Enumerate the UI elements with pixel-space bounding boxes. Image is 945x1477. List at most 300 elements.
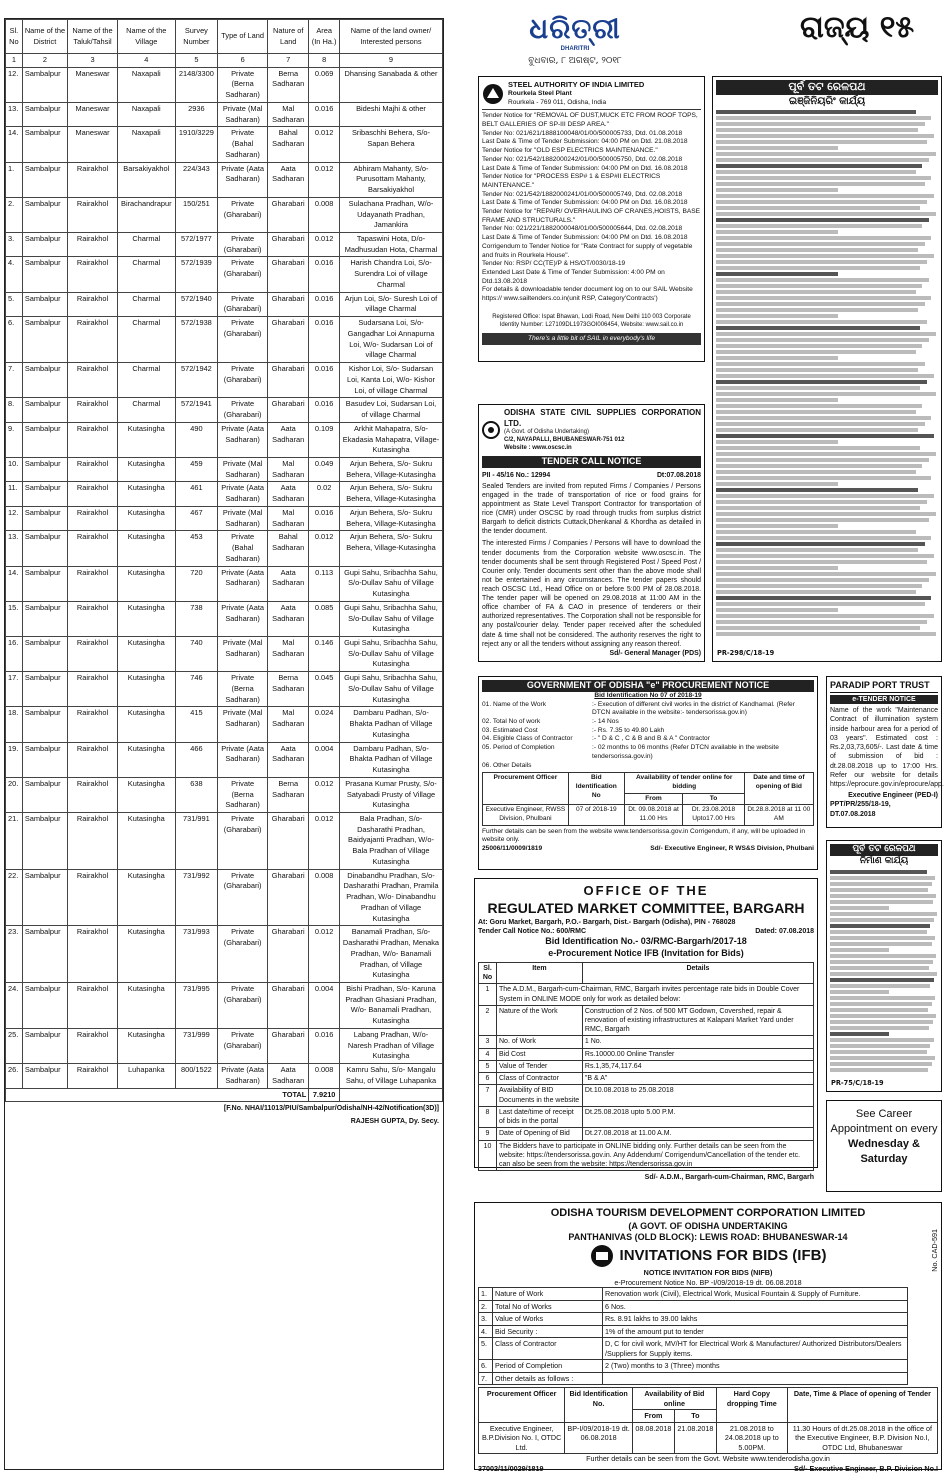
- text-line-placeholder: [830, 1062, 932, 1066]
- otdc-th: Bid Identification No.: [565, 1388, 633, 1423]
- table-cell: Private (Gharabari): [218, 926, 268, 983]
- table-cell: Sambalpur: [22, 707, 67, 742]
- text-line-placeholder: [716, 356, 838, 360]
- table-cell: Kutasingha: [117, 636, 175, 671]
- table-cell: 0.085: [309, 601, 340, 636]
- table-cell: Kutasingha: [117, 983, 175, 1029]
- table-cell: Bideshi Majhi & other: [339, 102, 442, 126]
- rmc-cell: 1 No.: [582, 1036, 813, 1048]
- text-line-placeholder: [830, 1050, 927, 1054]
- text-line-placeholder: [716, 380, 927, 384]
- text-line-placeholder: [716, 500, 927, 504]
- table-cell: Charmal: [117, 292, 175, 316]
- column-number: 4: [117, 54, 175, 68]
- table-cell: Maneswar: [68, 127, 118, 162]
- table-cell: Kutasingha: [117, 457, 175, 481]
- text-line-placeholder: [716, 440, 838, 444]
- table-cell: Berna Sadharan: [268, 672, 309, 707]
- text-line-placeholder: [716, 194, 934, 198]
- table-cell: Private (Mal Sadharan): [218, 102, 268, 126]
- text-line-placeholder: [716, 452, 936, 456]
- table-cell: 459: [175, 457, 218, 481]
- text-line-placeholder: [716, 122, 925, 126]
- table-row: [6, 457, 443, 481]
- text-line-placeholder: [716, 386, 920, 390]
- rmc-cell: Value of Tender: [497, 1060, 583, 1072]
- text-line-placeholder: [716, 404, 922, 408]
- rmc-cell: 6: [479, 1073, 497, 1085]
- table-cell: Sambalpur: [22, 67, 67, 102]
- ecor2-ref: PR-75/C/18-19: [831, 1079, 884, 1088]
- rmc-th: Sl. No: [479, 962, 497, 983]
- table-cell: Sambalpur: [22, 566, 67, 601]
- rmc-ifb: e-Procurement Notice IFB (Invitation for Bids): [548, 947, 744, 958]
- text-line-placeholder: [830, 1032, 889, 1036]
- ecor1-body: [716, 110, 938, 636]
- table-cell: Kutasingha: [117, 707, 175, 742]
- signatory: RAJESH GUPTA, Dy. Secy.: [350, 1118, 439, 1126]
- table-cell: Kutasingha: [117, 422, 175, 457]
- table-cell: Aata Sadharan: [268, 566, 309, 601]
- rmc-cell: Rs.1,35,74,117.64: [582, 1060, 813, 1072]
- rmc-row: [479, 1140, 814, 1171]
- text-line-placeholder: [716, 494, 934, 498]
- table-cell: Prasana Kumar Prusty, S/o- Satyabadi Prusty of Village Kutasingha: [339, 777, 442, 812]
- gov-item-value: :- Rs. 7.35 to 49.80 Lakh: [592, 726, 665, 734]
- rmc-th: Item: [497, 962, 583, 983]
- table-cell: Berna Sadharan: [268, 777, 309, 812]
- text-line-placeholder: [830, 1056, 935, 1060]
- table-cell: 0.008: [309, 197, 340, 232]
- table-cell: Gharabari: [268, 292, 309, 316]
- table-cell: Arjun Behera, S/o- Sukru Behera, Village-Kutasingha: [339, 457, 442, 481]
- rmc-cell: 10: [479, 1140, 497, 1171]
- table-cell: Private (Mal Sadharan): [218, 506, 268, 530]
- column-number: 8: [309, 54, 340, 68]
- table-row: [6, 67, 443, 102]
- table-cell: 0.012: [309, 926, 340, 983]
- column-header: Name of the Taluk/Tahsil: [68, 20, 118, 54]
- text-line-placeholder: [716, 152, 936, 156]
- table-cell: Private (Aata Sadharan): [218, 601, 268, 636]
- table-cell: Private (Gharabari): [218, 292, 268, 316]
- table-cell: Kutasingha: [117, 742, 175, 777]
- sail-name: STEEL AUTHORITY OF INDIA LIMITED: [508, 80, 645, 89]
- sail-tender-line: Last Date & Time of Tender Submission: 04:00 PM on Dtd. 16.08.2018: [482, 234, 688, 242]
- table-cell: Sambalpur: [22, 672, 67, 707]
- table-cell: Dambaru Padhan, S/o- Bhakta Padhan of Village Kutasingha: [339, 707, 442, 742]
- table-cell: Private (Mal Sadharan): [218, 636, 268, 671]
- text-line-placeholder: [830, 948, 889, 952]
- table-cell: Rairakhol: [68, 672, 118, 707]
- text-line-placeholder: [716, 308, 918, 312]
- otdc-td: 08.08.2018: [632, 1422, 674, 1454]
- table-cell: Kutasingha: [117, 672, 175, 707]
- otdc-row: [479, 1313, 908, 1326]
- table-cell: Aata Sadharan: [268, 162, 309, 197]
- table-cell: Gupi Sahu, Sribachha Sahu, S/o-Dullav Sahu of Village Kutasingha: [339, 601, 442, 636]
- table-cell: 23.: [6, 926, 23, 983]
- gov-item: [482, 762, 814, 771]
- table-cell: Rairakhol: [68, 1064, 118, 1088]
- table-cell: Private (Gharabari): [218, 1028, 268, 1063]
- table-cell: 21.: [6, 813, 23, 870]
- career-text: See Career Appointment on every: [830, 1108, 938, 1135]
- gov-td: Dt. 09.08.2018 at 11.00 Hrs: [624, 805, 682, 825]
- text-line-placeholder: [830, 924, 930, 928]
- column-header: Sl. No: [6, 20, 23, 54]
- table-cell: Bishi Pradhan, S/o- Karuna Pradhan Ghasiani Pradhan, W/o- Banamali Pradhan, Kutasingha: [339, 983, 442, 1029]
- table-cell: 3.: [6, 233, 23, 257]
- table-row: [6, 813, 443, 870]
- text-line-placeholder: [830, 1020, 933, 1024]
- column-header: Name of the Village: [117, 20, 175, 54]
- text-line-placeholder: [716, 248, 918, 252]
- rmc-line2: REGULATED MARKET COMMITTEE, BARGARH: [487, 900, 805, 917]
- table-cell: 0.012: [309, 127, 340, 162]
- port-sign: Executive Engineer (PED-I): [848, 792, 938, 800]
- otdc-title: INVITATIONS FOR BIDS (IFB): [619, 1247, 827, 1265]
- table-cell: Birachandrapur: [117, 197, 175, 232]
- text-line-placeholder: [716, 260, 927, 264]
- sail-office: Registered Office: Ispat Bhawan, Lodi Road, New Delhi 110 003 Corporate Identity Number: L27109DL1973GOI006454, Website: www.sail.co.in: [492, 313, 691, 328]
- text-line-placeholder: [716, 146, 838, 150]
- text-line-placeholder: [716, 236, 931, 240]
- table-row: [6, 777, 443, 812]
- table-cell: 467: [175, 506, 218, 530]
- table-cell: Gharabari: [268, 813, 309, 870]
- total-value: 7.9210: [309, 1088, 340, 1102]
- rmc-cell: Dt.25.08.2018 upto 5.00 P.M.: [582, 1106, 813, 1127]
- text-line-placeholder: [830, 1002, 932, 1006]
- table-cell: Private (Aata Sadharan): [218, 162, 268, 197]
- gov-item-list: [482, 701, 814, 771]
- table-cell: 1910/3229: [175, 127, 218, 162]
- rmc-cell: Date of Opening of Bid: [497, 1128, 583, 1140]
- table-cell: Arjun Loi, S/o- Suresh Loi of village Charmal: [339, 292, 442, 316]
- text-line-placeholder: [716, 410, 916, 414]
- sail-tender-line: Tender Notice for "REPAIR/ OVERHAULING OF CRANES,HOISTS, BASE FRAME AND STRUCTURALS.": [482, 208, 701, 224]
- text-line-placeholder: [830, 936, 935, 940]
- table-cell: Aata Sadharan: [268, 601, 309, 636]
- table-row: [6, 672, 443, 707]
- text-line-placeholder: [716, 554, 934, 558]
- table-cell: Sambalpur: [22, 636, 67, 671]
- text-line-placeholder: [716, 464, 922, 468]
- text-line-placeholder: [716, 398, 838, 402]
- table-cell: 0.016: [309, 363, 340, 398]
- text-line-placeholder: [830, 954, 936, 958]
- table-cell: Kutasingha: [117, 566, 175, 601]
- govt-eprocurement-ad: [478, 676, 818, 870]
- table-cell: Arkhit Mahapatra, S/o- Ekadasia Mahapatra, Village-Kutasingha: [339, 422, 442, 457]
- sail-tender-line: Tender No: RSP/ CC(TE)/P & HS/OT/0030/18-19: [482, 260, 626, 268]
- table-cell: Gharabari: [268, 197, 309, 232]
- table-cell: Private (Gharabari): [218, 869, 268, 926]
- table-cell: 17.: [6, 672, 23, 707]
- table-cell: 12.: [6, 506, 23, 530]
- gov-td: 07 of 2018-19: [568, 805, 624, 825]
- gov-item-label: 05. Period of Completion: [482, 744, 555, 752]
- oscsc-website: Website : www.oscsc.in: [504, 444, 572, 451]
- table-cell: Rairakhol: [68, 777, 118, 812]
- rmc-sign: Sd/- A.D.M., Bargarh-cum-Chairman, RMC, Bargarh: [644, 1174, 814, 1182]
- column-number: 7: [268, 54, 309, 68]
- ecor2-subtitle: ନିର୍ମାଣ କାର୍ଯ୍ୟ: [859, 855, 909, 866]
- table-row: [6, 257, 443, 292]
- table-cell: 0.004: [309, 983, 340, 1029]
- oscsc-sign: Sd/- General Manager (PDS): [609, 649, 701, 657]
- gov-note: Further details can be seen from the website www.tendersorissa.gov.in Corrigendum, if any, will be uploaded in website only.: [482, 827, 806, 844]
- table-cell: 731/995: [175, 983, 218, 1029]
- otdc-cell: Class of Contractor: [493, 1338, 603, 1360]
- rmc-cell: Dt.27.08.2018 at 11.00 A.M.: [582, 1128, 813, 1140]
- text-line-placeholder: [830, 1026, 929, 1030]
- text-line-placeholder: [716, 254, 934, 258]
- rmc-bargarh-ad: [474, 878, 818, 1182]
- table-cell: Rairakhol: [68, 531, 118, 566]
- table-cell: 638: [175, 777, 218, 812]
- table-cell: Sambalpur: [22, 197, 67, 232]
- text-line-placeholder: [716, 326, 920, 330]
- gov-th-officer: Procurement Officer: [483, 773, 569, 805]
- gov-sign: Sd/- Executive Engineer, R WS&S Division, Phulbani: [650, 845, 814, 853]
- table-cell: Private (Berna Sadharan): [218, 672, 268, 707]
- text-line-placeholder: [830, 870, 927, 874]
- table-cell: 10.: [6, 457, 23, 481]
- table-cell: Charmal: [117, 257, 175, 292]
- table-cell: 2148/3300: [175, 67, 218, 102]
- column-number: 1: [6, 54, 23, 68]
- gov-td: Dt.28.8.2018 at 11 00 AM: [744, 805, 813, 825]
- rmc-cell: Bid Cost: [497, 1048, 583, 1060]
- text-line-placeholder: [716, 158, 929, 162]
- otdc-cell: Other details as follows :: [493, 1372, 603, 1385]
- newspaper-masthead: [500, 12, 650, 66]
- otdc-note: Further details can be seen from the Govt. Website www.tenderodisha.gov.in: [586, 1454, 830, 1464]
- table-cell: Sambalpur: [22, 102, 67, 126]
- table-row: [6, 983, 443, 1029]
- table-cell: 0.113: [309, 566, 340, 601]
- table-column-number-row: [6, 54, 443, 68]
- rmc-cell: 9: [479, 1128, 497, 1140]
- table-cell: Gharabari: [268, 317, 309, 363]
- text-line-placeholder: [716, 416, 931, 420]
- rmc-row: [479, 984, 814, 1005]
- table-cell: Gharabari: [268, 869, 309, 926]
- table-cell: 12.: [6, 67, 23, 102]
- otdc-cell: 1% of the amount put to tender: [603, 1325, 908, 1338]
- table-cell: 0.012: [309, 813, 340, 870]
- table-cell: 8.: [6, 398, 23, 422]
- gov-td: Executive Engineer, RWSS Division, Phulbani: [483, 805, 569, 825]
- oscsc-tender-ad: [478, 404, 705, 662]
- sail-tender-line: Extended Last Date & Time of Tender Submission: 4:00 PM on Dtd.13.08.2018: [482, 268, 665, 285]
- table-cell: Sambalpur: [22, 926, 67, 983]
- text-line-placeholder: [830, 894, 936, 898]
- table-cell: Aata Sadharan: [268, 422, 309, 457]
- table-cell: 9.: [6, 422, 23, 457]
- table-cell: Sambalpur: [22, 363, 67, 398]
- otdc-td: 11.30 Hours of dt.25.08.2018 in the office of the Executive Engineer, B.P. Division No.I, OTDC Ltd, Bhubaneswar: [787, 1422, 937, 1454]
- table-cell: 746: [175, 672, 218, 707]
- text-line-placeholder: [830, 906, 889, 910]
- table-cell: Aata Sadharan: [268, 482, 309, 506]
- table-header-row: [6, 20, 443, 54]
- otdc-th: To: [674, 1410, 716, 1423]
- table-cell: 2.: [6, 197, 23, 232]
- gov-schedule-table: [482, 772, 814, 826]
- table-cell: Kamru Sahu, S/o- Mangalu Sahu, of Village Luhapanka: [339, 1064, 442, 1088]
- table-cell: 6.: [6, 317, 23, 363]
- text-line-placeholder: [716, 230, 838, 234]
- table-cell: Dhansing Sanabada & other: [339, 67, 442, 102]
- rmc-row: [479, 1085, 814, 1106]
- table-cell: Private (Mal Sadharan): [218, 457, 268, 481]
- rmc-row: [479, 1005, 814, 1036]
- gov-item: [482, 744, 814, 761]
- text-line-placeholder: [716, 548, 918, 552]
- text-line-placeholder: [716, 116, 931, 120]
- otdc-cell: 1.: [479, 1288, 493, 1301]
- otdc-th: Availability of Bid online: [632, 1388, 716, 1410]
- table-cell: 16.: [6, 636, 23, 671]
- text-line-placeholder: [716, 584, 922, 588]
- text-line-placeholder: [716, 320, 927, 324]
- table-row: [6, 601, 443, 636]
- table-cell: 731/993: [175, 926, 218, 983]
- rmc-cell: 8: [479, 1106, 497, 1127]
- table-cell: Gupi Sahu, Sribachha Sahu, S/o-Dullav Sahu of Village Kutasingha: [339, 566, 442, 601]
- otdc-th: Procurement Officer: [479, 1388, 565, 1423]
- table-cell: Kutasingha: [117, 482, 175, 506]
- sail-tender-line: Tender Notice for "PROCESS ESP# 1 & ESP#II ELECTRICS MAINTENANCE.": [482, 173, 661, 189]
- table-cell: 1.: [6, 162, 23, 197]
- career-promo-box: [826, 1100, 942, 1192]
- otdc-cell: Period of Completion: [493, 1360, 603, 1373]
- table-cell: 0.016: [309, 257, 340, 292]
- table-cell: Mal Sadharan: [268, 457, 309, 481]
- column-number: 6: [218, 54, 268, 68]
- text-line-placeholder: [716, 608, 838, 612]
- text-line-placeholder: [716, 524, 838, 528]
- gov-th-availability: Availability of tender online for bidding: [624, 773, 744, 793]
- table-row: [6, 317, 443, 363]
- otdc-th: From: [632, 1410, 674, 1423]
- table-cell: Charmal: [117, 317, 175, 363]
- table-cell: Sambalpur: [22, 983, 67, 1029]
- text-line-placeholder: [716, 362, 925, 366]
- table-cell: 15.: [6, 601, 23, 636]
- otdc-cell: 3.: [479, 1313, 493, 1326]
- text-line-placeholder: [830, 942, 932, 946]
- table-cell: Rairakhol: [68, 566, 118, 601]
- table-cell: Rairakhol: [68, 363, 118, 398]
- table-cell: 14.: [6, 127, 23, 162]
- table-cell: Sambalpur: [22, 398, 67, 422]
- table-cell: Private (Gharabari): [218, 257, 268, 292]
- table-cell: Basudev Loi, Sudarsan Loi, of village Charmal: [339, 398, 442, 422]
- table-cell: Mal Sadharan: [268, 707, 309, 742]
- table-cell: Sribaschhi Behera, S/o- Sapan Behera: [339, 127, 442, 162]
- table-cell: Sambalpur: [22, 742, 67, 777]
- otdc-cad: No. CAD-591: [929, 1229, 939, 1272]
- sail-tender-line: Corrigendum to Tender Notice for "Rate Contract for supply of vegetable and fruits in Rourkela House".: [482, 242, 693, 259]
- column-number: 5: [175, 54, 218, 68]
- otdc-sub: (A GOVT. OF ODISHA UNDERTAKING: [628, 1220, 788, 1231]
- text-line-placeholder: [716, 512, 936, 516]
- table-cell: Private (Berna Sadharan): [218, 67, 268, 102]
- newspaper-logo: ଧରିତ୍ରୀ: [529, 12, 621, 45]
- ecor1-subtitle: ଇଞ୍ଜିନିୟରିଂ କାର୍ଯ୍ୟ: [788, 95, 866, 107]
- table-cell: Rairakhol: [68, 983, 118, 1029]
- oscsc-logo-icon: [482, 421, 500, 439]
- table-cell: Tapaswini Hota, D/o- Madhusudan Hota, Charmal: [339, 233, 442, 257]
- table-cell: 13.: [6, 102, 23, 126]
- text-line-placeholder: [716, 614, 934, 618]
- newspaper-logo-en: DHARITRI: [560, 46, 590, 52]
- table-cell: Kutasingha: [117, 506, 175, 530]
- rmc-row: [479, 1073, 814, 1085]
- sail-tender-line: Tender Notice for "OLD ESP ELECTRICS MAINTENANCE.": [482, 147, 658, 155]
- text-line-placeholder: [716, 170, 916, 174]
- otdc-td: BP-I/09/2018-19 dt. 06.08.2018: [565, 1422, 633, 1454]
- text-line-placeholder: [716, 140, 927, 144]
- text-line-placeholder: [830, 1038, 934, 1042]
- table-cell: Abhiram Mahanty, S/o- Purusottam Mahanty, Barsakiyakhol: [339, 162, 442, 197]
- table-cell: Rairakhol: [68, 869, 118, 926]
- text-line-placeholder: [830, 972, 937, 976]
- gov-th-to: To: [683, 793, 744, 805]
- text-line-placeholder: [716, 296, 931, 300]
- table-cell: Naxapali: [117, 67, 175, 102]
- otdc-td: Executive Engineer, B.P.Division No. I, OTDC Ltd.: [479, 1422, 565, 1454]
- text-line-placeholder: [716, 206, 920, 210]
- table-cell: 19.: [6, 742, 23, 777]
- gov-item-value: :- 02 months to 06 months (Refer DTCN available in the website tendersorissa.gov.in): [592, 744, 779, 760]
- otdc-row: [479, 1288, 908, 1301]
- text-line-placeholder: [830, 912, 937, 916]
- table-cell: Dambaru Padhan, S/o- Bhakta Padhan of Village Kutasingha: [339, 742, 442, 777]
- sail-logo-icon: [482, 83, 504, 105]
- table-cell: Maneswar: [68, 67, 118, 102]
- column-number: 9: [339, 54, 442, 68]
- table-cell: 0.012: [309, 162, 340, 197]
- table-cell: 20.: [6, 777, 23, 812]
- table-cell: Sambalpur: [22, 1028, 67, 1063]
- text-line-placeholder: [830, 1014, 936, 1018]
- rmc-cell: Nature of the Work: [497, 1005, 583, 1036]
- ecor-engineering-ad: [712, 76, 942, 662]
- table-cell: Arjun Behera, S/o- Sukru Behera, Village-Kutasingha: [339, 506, 442, 530]
- text-line-placeholder: [716, 596, 931, 600]
- text-line-placeholder: [716, 476, 931, 480]
- otdc-row: [479, 1372, 908, 1385]
- table-cell: Rairakhol: [68, 636, 118, 671]
- text-line-placeholder: [830, 900, 933, 904]
- table-cell: Rairakhol: [68, 457, 118, 481]
- table-cell: 572/1977: [175, 233, 218, 257]
- table-cell: 572/1941: [175, 398, 218, 422]
- gov-item: [482, 735, 814, 744]
- table-row: [6, 531, 443, 566]
- table-cell: 11.: [6, 482, 23, 506]
- text-line-placeholder: [716, 218, 929, 222]
- rmc-line1: OFFICE OF THE: [583, 883, 709, 898]
- table-cell: 0.146: [309, 636, 340, 671]
- table-cell: Sambalpur: [22, 233, 67, 257]
- rmc-row: [479, 1106, 814, 1127]
